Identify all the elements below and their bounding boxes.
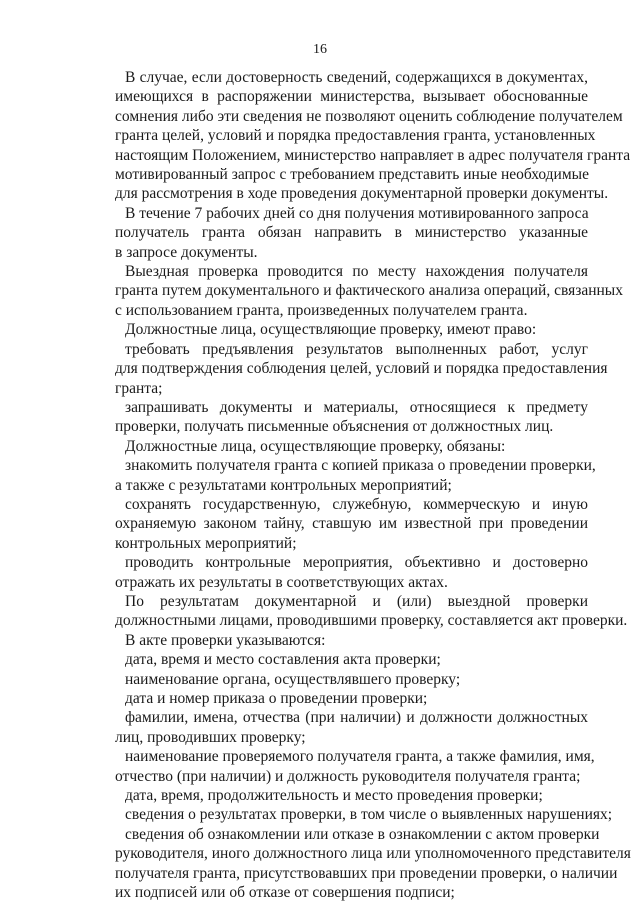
text-line: отражать их результаты в соответствующих актах. — [115, 573, 448, 591]
text-line: сомнения либо эти сведения не позволяют оценить соблюдение получателем — [115, 107, 623, 125]
text-line: требовать предъявления результатов выполненных работ, услуг — [125, 340, 588, 358]
text-line: наименование проверяемого получателя гранта, а также фамилия, имя, — [125, 748, 595, 766]
text-line: проверки, получать письменные объяснения от должностных лиц. — [115, 418, 554, 436]
text-line: дата, время, продолжительность и место проведения проверки; — [125, 787, 543, 805]
text-line: в запросе документы. — [115, 243, 258, 261]
text-line: сведения о результатах проверки, в том числе о выявленных нарушениях; — [125, 806, 613, 824]
text-line: В течение 7 рабочих дней со дня получения мотивированного запроса — [125, 204, 589, 222]
text-line: гранта путем документального и фактического анализа операций, связанных — [115, 282, 623, 300]
text-line: руководителя, иного должностного лица или уполномоченного представителя — [115, 845, 631, 863]
text-line: настоящим Положением, министерство направляет в адрес получателя гранта — [115, 146, 631, 164]
page-number: 16 — [313, 42, 327, 57]
text-line: дата, время и место составления акта проверки; — [125, 651, 441, 669]
text-line: их подписей или об отказе от совершения подписи; — [115, 884, 455, 902]
text-line: мотивированный запрос с требованием представить иные необходимые — [115, 166, 589, 184]
text-line: отчество (при наличии) и должность руководителя получателя гранта; — [115, 767, 581, 785]
text-line: имеющихся в распоряжении министерства, вызывает обоснованные — [115, 88, 588, 106]
text-line: получателя гранта, присутствовавших при проведении проверки, о наличии — [115, 864, 618, 882]
text-line: В случае, если достоверность сведений, содержащихся в документах, — [125, 69, 588, 86]
text-line: лиц, проводивших проверку; — [115, 728, 306, 746]
text-line: Выездная проверка проводится по месту нахождения получателя — [125, 263, 588, 281]
text-line: Должностные лица, осуществляющие проверку, имеют право: — [125, 321, 537, 339]
text-line: наименование органа, осуществлявшего проверку; — [125, 670, 461, 688]
text-line: Должностные лица, осуществляющие проверку, обязаны: — [125, 437, 506, 455]
document-body — [115, 68, 631, 902]
text-line: сведения об ознакомлении или отказе в ознакомлении с актом проверки — [125, 825, 600, 843]
text-line: По результатам документарной и (или) выездной проверки — [125, 592, 588, 610]
text-line: получатель гранта обязан направить в министерство указанные — [115, 224, 588, 242]
text-line: для подтверждения соблюдения целей, условий и порядка предоставления — [115, 360, 608, 378]
text-line: знакомить получателя гранта с копией приказа о проведении проверки, — [125, 457, 596, 475]
text-line: сохранять государственную, служебную, коммерческую и иную — [125, 495, 588, 513]
text-line: контрольных мероприятий; — [115, 534, 297, 552]
text-line: гранта целей, условий и порядка предоставления гранта, установленных — [115, 127, 596, 145]
text-line: проводить контрольные мероприятия, объективно и достоверно — [125, 554, 588, 572]
text-line: гранта; — [115, 379, 163, 397]
text-line: должностными лицами, проводившими проверку, составляется акт проверки. — [115, 612, 628, 630]
text-line: запрашивать документы и материалы, относящиеся к предмету — [125, 398, 588, 416]
text-line: охраняемую законом тайну, ставшую им известной при проведении — [115, 515, 588, 533]
text-line: В акте проверки указываются: — [125, 631, 326, 649]
text-line: а также с результатами контрольных мероприятий; — [115, 476, 452, 494]
text-line: дата и номер приказа о проведении проверки; — [125, 690, 428, 707]
text-line: фамилии, имена, отчества (при наличии) и должности должностных — [125, 709, 588, 727]
text-line: с использованием гранта, произведенных получателем гранта. — [115, 301, 528, 319]
text-line: для рассмотрения в ходе проведения документарной проверки документы. — [115, 185, 609, 203]
